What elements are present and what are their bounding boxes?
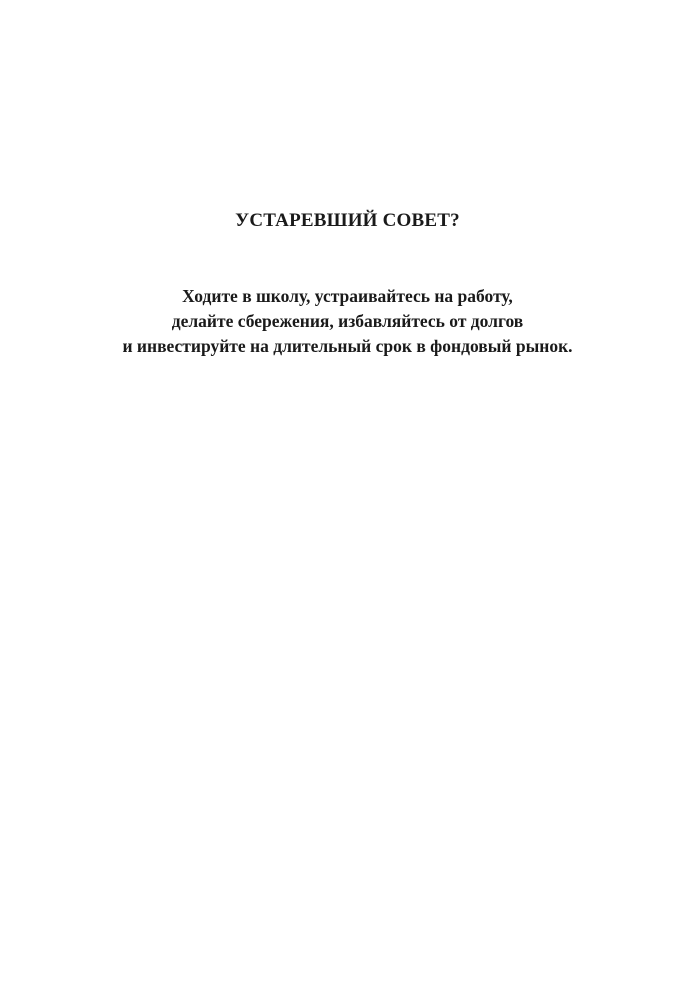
paragraph-line-3: и инвестируйте на длительный срок в фондовый рынок.: [122, 336, 573, 356]
paragraph-line-1: Ходите в школу, устраивайтесь на работу,: [182, 286, 513, 306]
paragraph-line-2: делайте сбережения, избавляйтесь от долгов: [171, 311, 524, 331]
page-heading: УСТАРЕВШИЙ СОВЕТ?: [235, 210, 460, 231]
advice-paragraph: [0, 284, 695, 359]
